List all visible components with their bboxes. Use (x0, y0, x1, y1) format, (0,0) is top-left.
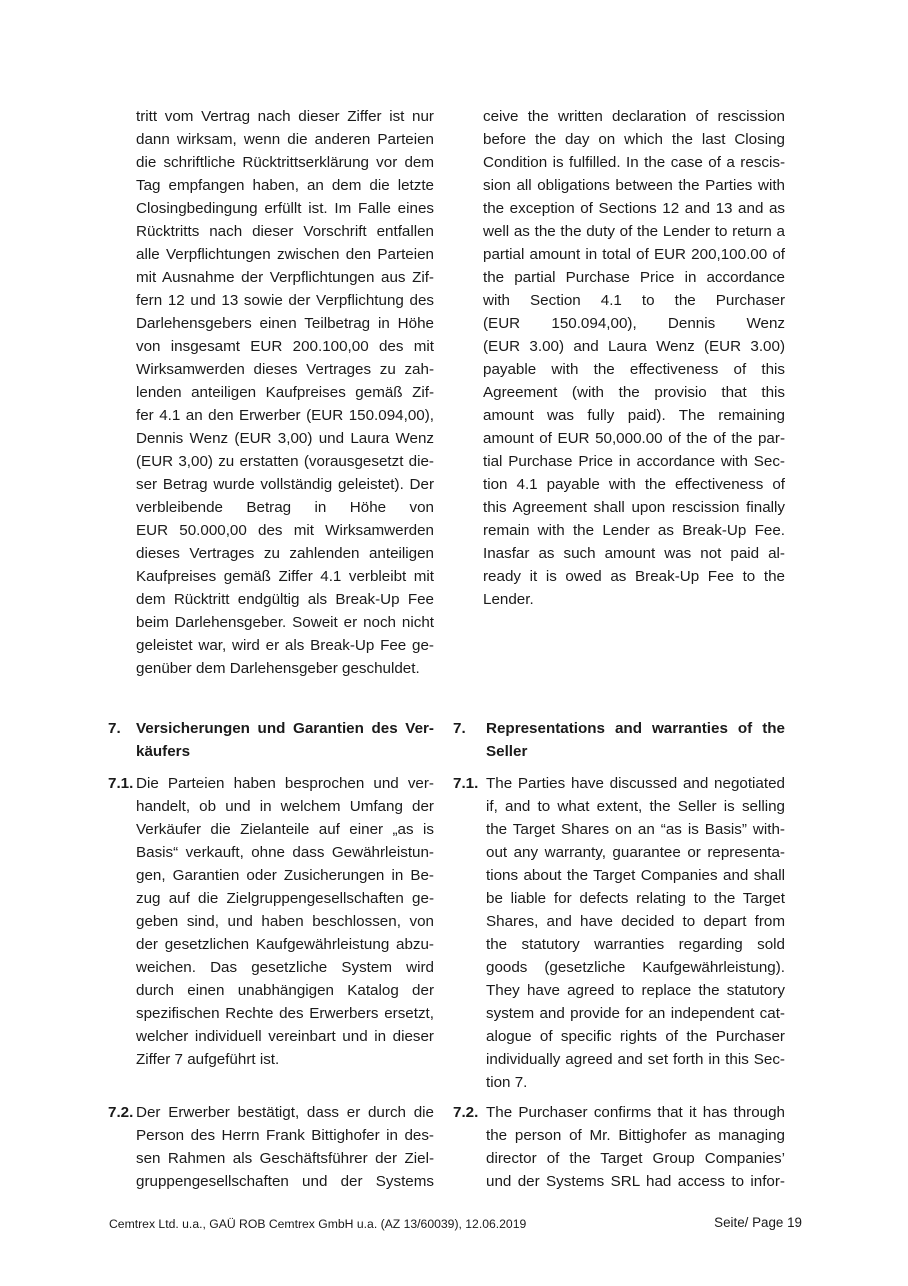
text-line: sen Rahmen als Geschäftsführer der Ziel- (136, 1150, 434, 1167)
text-line: fer 4.1 an den Erwerber (EUR 150.094,00), (136, 407, 434, 424)
text-line: dieses Vertrages zu zahlenden anteiligen (136, 545, 434, 562)
text-line: Rücktritts nach dieser Vorschrift entfallen (136, 223, 434, 240)
text-line: Condition is fulfilled. In the case of a rescis- (483, 154, 785, 171)
text-line: Wirksamwerden dieses Vertrages zu zah- (136, 361, 434, 378)
text-line: Basis“ verkauft, ohne dass Gewährleistun- (136, 844, 434, 861)
text-line: tion 7. (486, 1074, 528, 1091)
text-line: Verkäufer die Zielanteile auf einer „as is (136, 821, 434, 838)
text-line: EUR 50.000,00 des mit Wirksamwerden (136, 522, 434, 539)
text-line: individually agreed and set forth in this Sec- (486, 1051, 785, 1068)
text-line: Inasfar as such amount was not paid al- (483, 545, 785, 562)
right-section-7-number: 7. (453, 720, 466, 737)
text-line: (EUR 3,00) zu erstatten (vorausgesetzt die- (136, 453, 434, 470)
text-line: weichen. Das gesetzliche System wird (136, 959, 434, 976)
text-line: fern 12 und 13 sowie der Verpflichtung des (136, 292, 434, 309)
text-line: system and provide for an independent cat- (486, 1005, 785, 1022)
left-clause-7-1-number: 7.1. (108, 775, 134, 792)
text-line: ser Betrag wurde vollständig geleistet). Der (136, 476, 434, 493)
text-line: gen, Garantien oder Zusicherungen in Be- (136, 867, 434, 884)
text-line: with Section 4.1 to the Purchaser (483, 292, 785, 309)
text-line: tritt vom Vertrag nach dieser Ziffer ist nur (136, 108, 434, 125)
text-line: Seller (486, 743, 528, 760)
text-line: Representations and warranties of the (486, 720, 785, 737)
text-line: remain with the Lender as Break-Up Fee. (483, 522, 785, 539)
right-clause-7-2-number: 7.2. (453, 1104, 479, 1121)
text-line: amount of EUR 50,000.00 of the of the par- (483, 430, 785, 447)
text-line: tial Purchase Price in accordance with Sec- (483, 453, 785, 470)
text-line: alle Verpflichtungen zwischen den Parteien (136, 246, 434, 263)
text-line: director of the Target Group Companies’ (486, 1150, 785, 1167)
left-clause-7-2-number: 7.2. (108, 1104, 134, 1121)
text-line: Shares, and have decided to depart from (486, 913, 785, 930)
text-line: spezifischen Rechte des Erwerbers ersetzt, (136, 1005, 434, 1022)
text-line: the person of Mr. Bittighofer as managing (486, 1127, 785, 1144)
text-line: geben sind, und haben beschlossen, von (136, 913, 434, 930)
text-line: payable with the effectiveness of this (483, 361, 785, 378)
text-line: Dennis Wenz (EUR 3,00) und Laura Wenz (136, 430, 434, 447)
text-line: this Agreement shall upon rescission finally (483, 499, 785, 516)
text-line: (EUR 3.00) and Laura Wenz (EUR 3.00) (483, 338, 785, 355)
text-line: handelt, ob und in welchem Umfang der (136, 798, 434, 815)
text-line: Versicherungen und Garantien des Ver- (136, 720, 434, 737)
text-line: genüber dem Darlehensgeber geschuldet. (136, 660, 420, 677)
text-line: if, and to what extent, the Seller is selling (486, 798, 785, 815)
text-line: Ziffer 7 aufgeführt ist. (136, 1051, 280, 1068)
text-line: Closingbedingung erfüllt ist. Im Falle eines (136, 200, 434, 217)
text-line: lenden anteiligen Kaufpreises gemäß Zif- (136, 384, 434, 401)
text-line: ceive the written declaration of rescission (483, 108, 785, 125)
text-line: (EUR 150.094,00), Dennis Wenz (483, 315, 785, 332)
text-line: käufers (136, 743, 191, 760)
text-line: They have agreed to replace the statutory (486, 982, 785, 999)
text-line: durch einen unabhängigen Katalog der (136, 982, 434, 999)
text-line: the statutory warranties regarding sold (486, 936, 785, 953)
text-line: sion all obligations between the Parties with (483, 177, 785, 194)
text-line: amount was fully paid). The remaining (483, 407, 785, 424)
footer-reference: Cemtrex Ltd. u.a., GAÜ ROB Cemtrex GmbH u.a. (AZ 13/60039), 12.06.2019 (109, 1217, 527, 1231)
text-line: the partial Purchase Price in accordance (483, 269, 785, 286)
text-line: und der Systems SRL had access to infor- (486, 1173, 785, 1190)
footer-page-number: Seite/ Page 19 (714, 1215, 802, 1230)
text-line: Die Parteien haben besprochen und ver- (136, 775, 434, 792)
text-line: der gesetzlichen Kaufgewährleistung abzu- (136, 936, 434, 953)
text-line: Tag empfangen haben, an dem die letzte (136, 177, 434, 194)
text-line: welcher individuell vereinbart und in dieser (136, 1028, 434, 1045)
text-line: dann wirksam, wenn die anderen Parteien (136, 131, 434, 148)
text-line: the Target Shares on an “as is Basis” with- (486, 821, 785, 838)
text-line: gruppengesellschaften und der Systems (136, 1173, 434, 1190)
left-section-7-number: 7. (108, 720, 121, 737)
text-line: mit Ausnahme der Verpflichtungen aus Zif- (136, 269, 434, 286)
text-line: geleistet war, wird er als Break-Up Fee ge- (136, 637, 434, 654)
text-line: well as the the duty of the Lender to return a (483, 223, 785, 240)
text-line: von insgesamt EUR 200.100,00 des mit (136, 338, 434, 355)
text-line: alogue of specific rights of the Purchaser (486, 1028, 785, 1045)
text-line: The Purchaser confirms that it has through (486, 1104, 785, 1121)
text-line: The Parties have discussed and negotiated (486, 775, 785, 792)
text-line: out any warranty, guarantee or representa- (486, 844, 785, 861)
right-clause-7-1-number: 7.1. (453, 775, 479, 792)
text-line: Kaufpreises gemäß Ziffer 4.1 verbleibt mit (136, 568, 434, 585)
text-line: before the day on which the last Closing (483, 131, 785, 148)
text-line: partial amount in total of EUR 200,100.00 of (483, 246, 785, 263)
text-line: Lender. (483, 591, 534, 608)
text-line: goods (gesetzliche Kaufgewährleistung). (486, 959, 785, 976)
text-line: the exception of Sections 12 and 13 and as (483, 200, 785, 217)
text-line: tions about the Target Companies and shall (486, 867, 785, 884)
text-line: be liable for defects relating to the Target (486, 890, 785, 907)
text-line: dem Rücktritt endgültig als Break-Up Fee (136, 591, 434, 608)
text-line: zug auf die Zielgruppengesellschaften ge- (136, 890, 434, 907)
text-line: ready it is owed as Break-Up Fee to the (483, 568, 785, 585)
text-line: Darlehensgebers einen Teilbetrag in Höhe (136, 315, 434, 332)
text-line: beim Darlehensgeber. Soweit er noch nicht (136, 614, 434, 631)
text-line: Der Erwerber bestätigt, dass er durch die (136, 1104, 434, 1121)
text-line: Person des Herrn Frank Bittighofer in des- (136, 1127, 434, 1144)
text-line: Agreement (with the provisio that this (483, 384, 785, 401)
text-line: verbleibende Betrag in Höhe von (136, 499, 434, 516)
text-line: tion 4.1 payable with the effectiveness of (483, 476, 785, 493)
text-line: die schriftliche Rücktrittserklärung vor dem (136, 154, 434, 171)
